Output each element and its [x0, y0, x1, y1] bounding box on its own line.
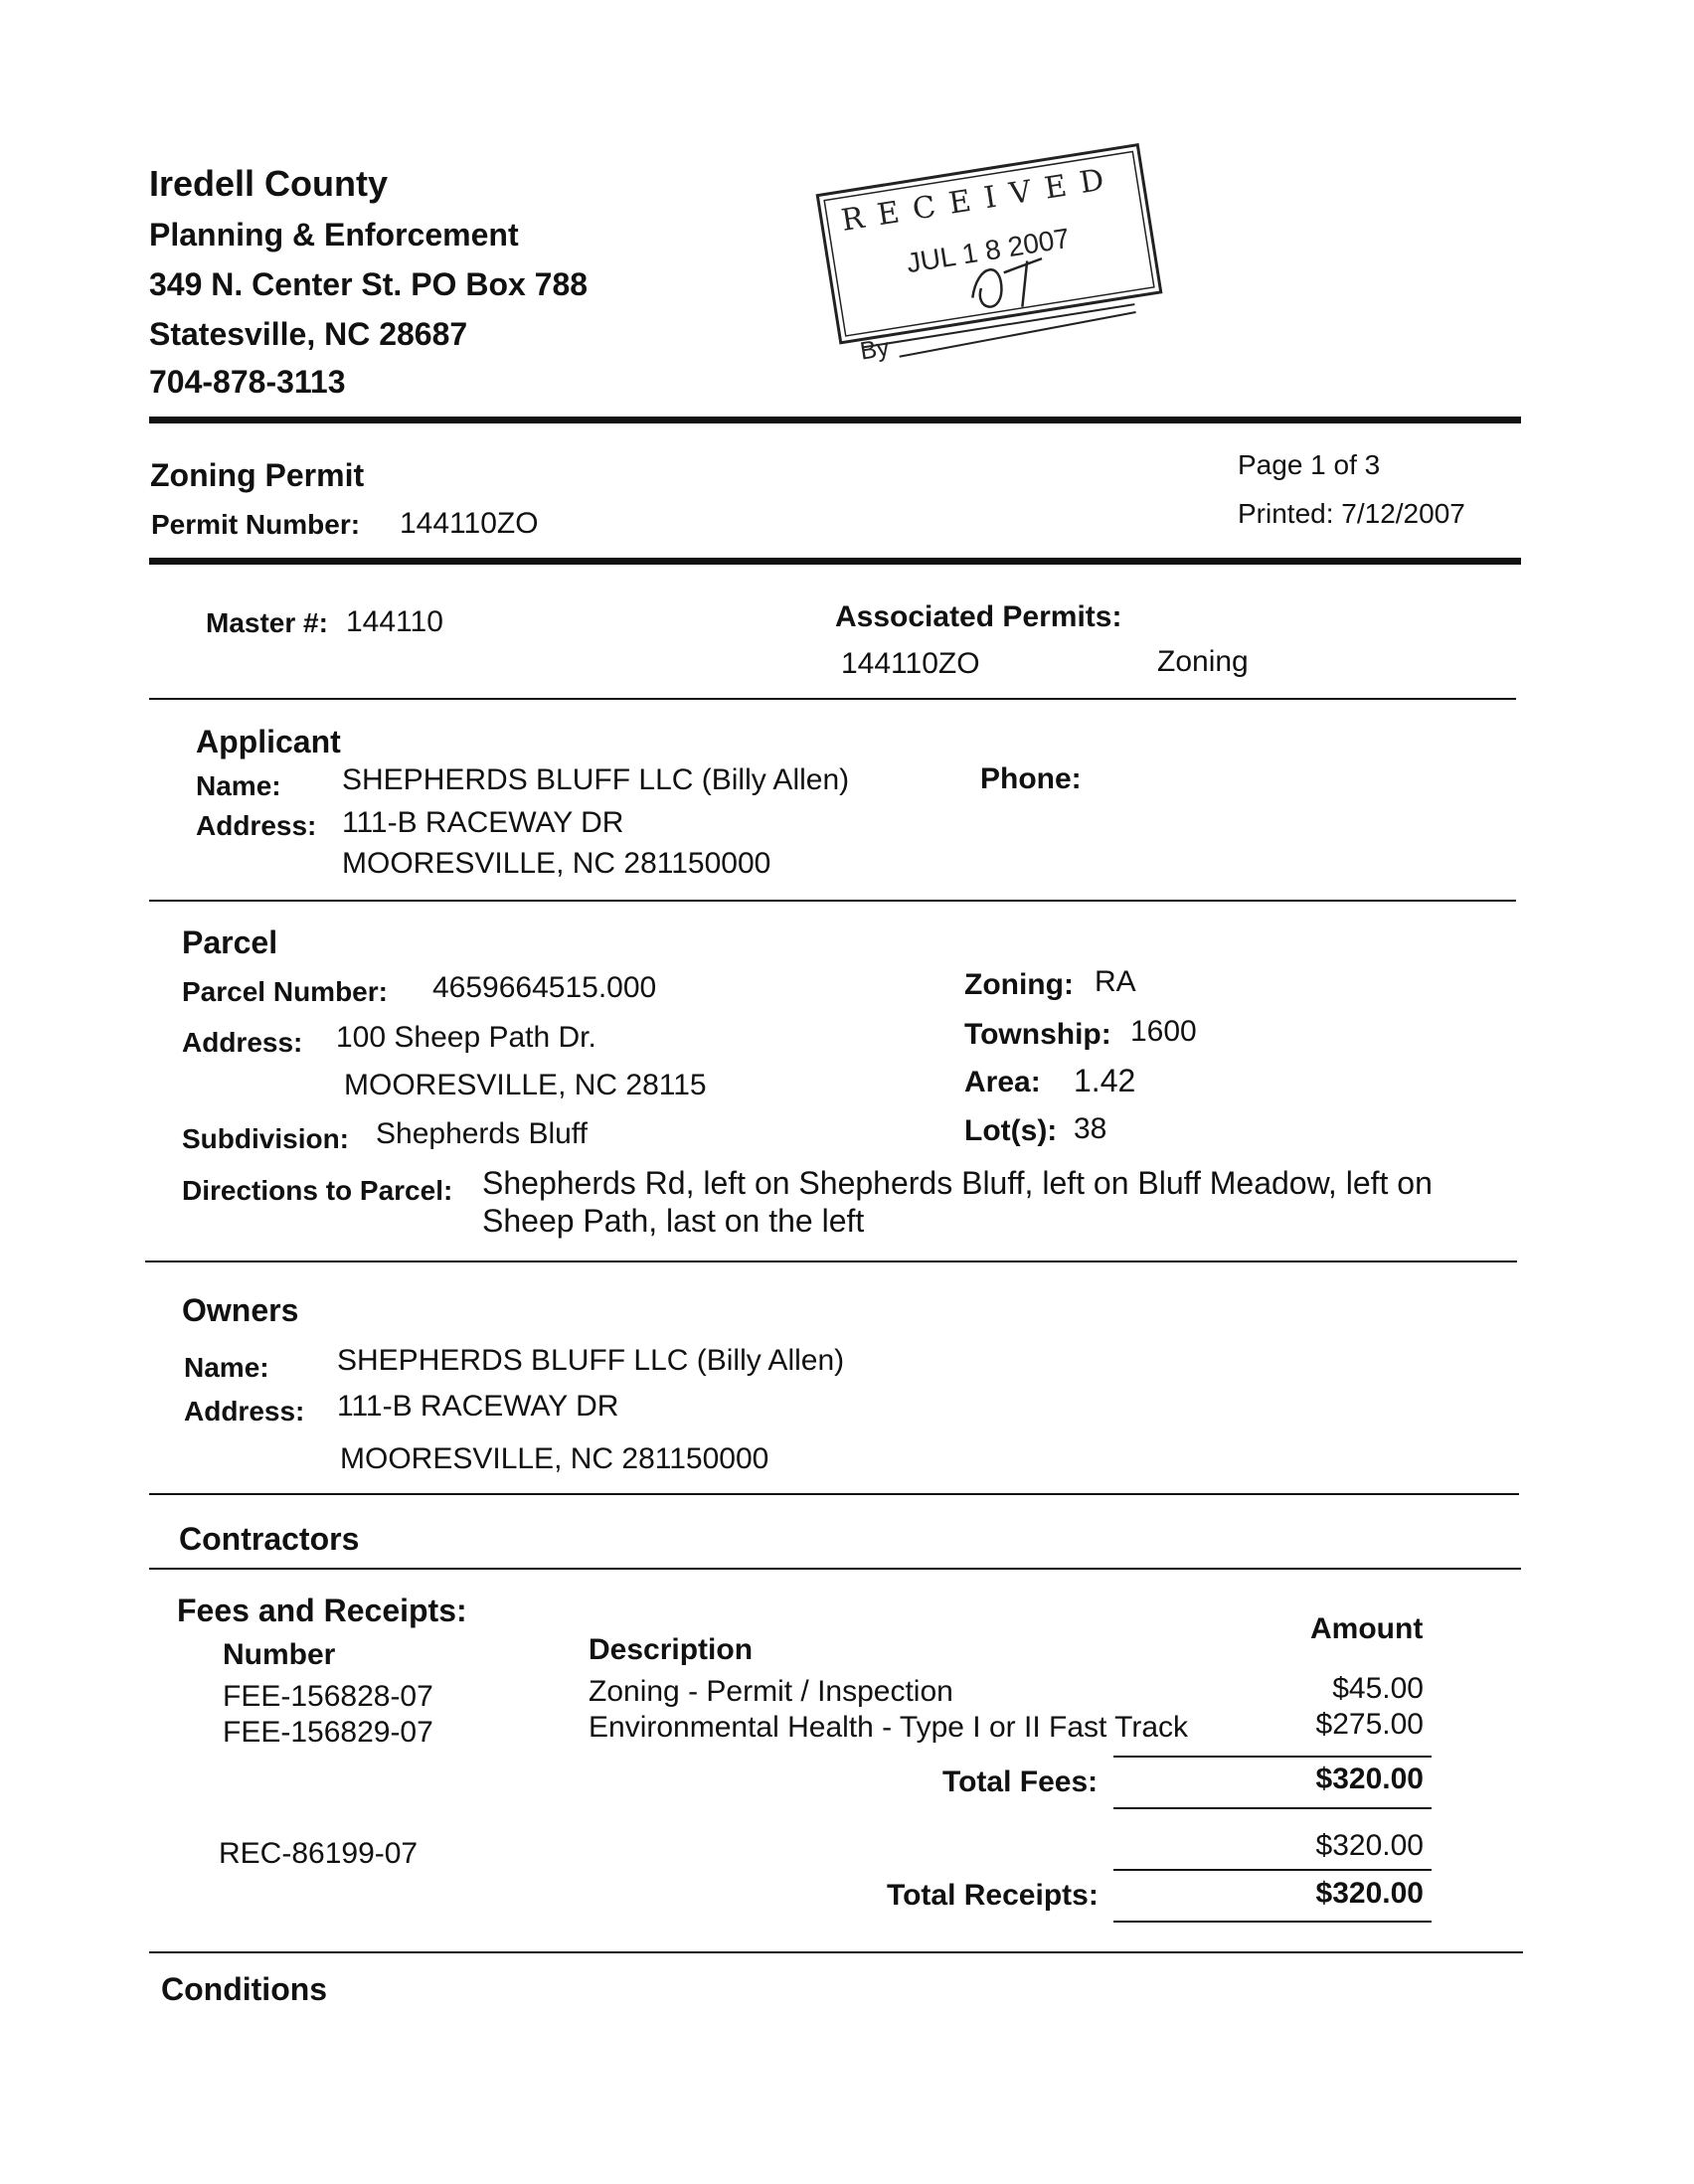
zoning-label: Zoning: — [964, 968, 1074, 1001]
total-fees-rule-top — [1113, 1756, 1432, 1758]
fee-description: Environmental Health - Type I or II Fast Track — [589, 1711, 1189, 1744]
permit-number: 144110ZO — [400, 507, 539, 540]
page-indicator: Page 1 of 3 — [1238, 449, 1381, 480]
total-fees-amount: $320.00 — [1315, 1763, 1424, 1795]
stamp-date: JUL 1 8 2007 — [904, 222, 1072, 279]
applicant-phone-label: Phone: — [980, 762, 1082, 795]
directions-label: Directions to Parcel: — [182, 1175, 453, 1206]
org-address-line1: 349 N. Center St. PO Box 788 — [149, 266, 589, 302]
receipt-amount: $320.00 — [1315, 1829, 1424, 1862]
owners-heading: Owners — [182, 1292, 299, 1328]
org-phone: 704-878-3113 — [149, 364, 346, 400]
directions-line1: Shepherds Rd, left on Shepherds Bluff, left on Bluff Meadow, left on — [482, 1165, 1433, 1201]
fees-col-description: Description — [589, 1633, 754, 1666]
section-divider — [149, 698, 1516, 700]
area-value: 1.42 — [1074, 1063, 1136, 1098]
applicant-heading: Applicant — [196, 724, 341, 759]
parcel-number: 4659664515.000 — [432, 971, 657, 1004]
owner-name-label: Name: — [184, 1352, 269, 1383]
total-receipts-rule-bottom — [1113, 1921, 1432, 1923]
header-divider — [149, 417, 1521, 423]
section-divider — [145, 1260, 1517, 1262]
receipt-number: REC-86199-07 — [219, 1837, 419, 1870]
owner-address-line2: MOORESVILLE, NC 281150000 — [340, 1442, 769, 1475]
fees-col-amount: Amount — [1310, 1612, 1424, 1645]
fee-number: FEE-156829-07 — [223, 1716, 433, 1749]
directions-line2: Sheep Path, last on the left — [482, 1203, 865, 1239]
parcel-address-line2: MOORESVILLE, NC 28115 — [344, 1069, 707, 1101]
stamp-word: RECEIVED — [838, 160, 1120, 239]
fee-number: FEE-156828-07 — [223, 1680, 433, 1713]
lots-label: Lot(s): — [964, 1114, 1058, 1147]
applicant-address-line2: MOORESVILLE, NC 281150000 — [342, 847, 771, 880]
contractors-heading: Contractors — [179, 1521, 360, 1557]
fee-description: Zoning - Permit / Inspection — [589, 1675, 953, 1708]
department: Planning & Enforcement — [149, 217, 519, 252]
section-divider — [149, 900, 1516, 902]
parcel-address-line1: 100 Sheep Path Dr. — [336, 1021, 596, 1054]
permit-divider — [149, 558, 1521, 565]
org-address-line2: Statesville, NC 28687 — [149, 316, 468, 352]
section-divider — [149, 1951, 1523, 1953]
fee-amount: $45.00 — [1332, 1672, 1424, 1705]
total-receipts-amount: $320.00 — [1315, 1877, 1424, 1910]
total-fees-label: Total Fees: — [942, 1765, 1099, 1798]
associated-permit-type: Zoning — [1157, 645, 1249, 678]
township-label: Township: — [964, 1018, 1111, 1051]
master-number: 144110 — [346, 605, 443, 638]
org-name: Iredell County — [149, 163, 389, 204]
total-fees-rule-bottom — [1113, 1807, 1432, 1809]
stamp-by-label: By — [858, 333, 892, 366]
fees-heading: Fees and Receipts: — [177, 1593, 467, 1628]
subdivision-label: Subdivision: — [182, 1123, 349, 1154]
total-receipts-label: Total Receipts: — [887, 1879, 1099, 1912]
fees-col-number: Number — [223, 1638, 336, 1671]
owner-address-line1: 111-B RACEWAY DR — [337, 1390, 619, 1423]
area-label: Area: — [964, 1066, 1041, 1098]
zoning-value: RA — [1095, 965, 1136, 998]
master-label: Master #: — [206, 607, 328, 638]
township-value: 1600 — [1130, 1015, 1197, 1048]
received-stamp — [815, 142, 1169, 380]
owner-name: SHEPHERDS BLUFF LLC (Billy Allen) — [337, 1344, 845, 1377]
applicant-name: SHEPHERDS BLUFF LLC (Billy Allen) — [342, 763, 850, 796]
permit-number-label: Permit Number: — [151, 509, 361, 540]
printed-date: Printed: 7/12/2007 — [1238, 498, 1465, 529]
parcel-address-label: Address: — [182, 1027, 303, 1058]
parcel-number-label: Parcel Number: — [182, 976, 388, 1007]
owner-address-label: Address: — [184, 1396, 305, 1427]
applicant-address-line1: 111-B RACEWAY DR — [342, 806, 624, 839]
total-receipts-rule-top — [1113, 1869, 1432, 1871]
applicant-name-label: Name: — [196, 770, 281, 801]
associated-permit-number: 144110ZO — [841, 647, 980, 680]
applicant-address-label: Address: — [196, 810, 317, 841]
conditions-heading: Conditions — [161, 1971, 328, 2007]
section-divider — [149, 1568, 1521, 1570]
section-divider — [149, 1493, 1519, 1495]
subdivision: Shepherds Bluff — [376, 1117, 588, 1150]
parcel-heading: Parcel — [182, 924, 278, 960]
permit-title: Zoning Permit — [150, 457, 365, 493]
lots-value: 38 — [1074, 1112, 1107, 1145]
fee-amount: $275.00 — [1315, 1708, 1424, 1741]
associated-permits-label: Associated Permits: — [835, 600, 1122, 633]
